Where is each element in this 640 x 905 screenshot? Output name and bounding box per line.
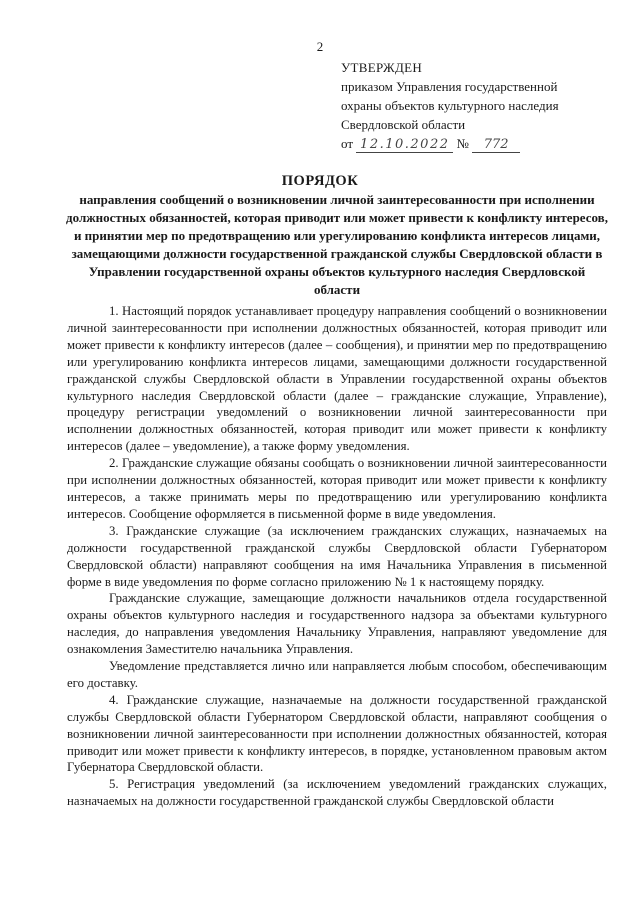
approval-order-line-2: охраны объектов культурного наследия xyxy=(341,98,559,113)
number-label: № xyxy=(456,136,469,151)
paragraph-3-delivery: Уведомление представляется лично или направляется любым способом, обеспечивающим его доставку. xyxy=(67,659,607,690)
document-subtitle: направления сообщений о возникновении личной заинтересованности при исполнении должностных обязанностей, которая приводит или может привести к конфликту интересов, и принятии мер по предотвращению или урегулированию конфликта интересов лицами, замещающими должности государственной гражданской службы Свердловской области в Управлении государственной охраны объектов культурного наследия Свердловской области xyxy=(66,192,608,297)
approval-order-line-1: приказом Управления государственной xyxy=(341,79,558,94)
date-prefix: от xyxy=(341,136,354,151)
paragraph-5: 5. Регистрация уведомлений (за исключением уведомлений гражданских служащих, назначаемых на должности государственной гражданской службы Свердловской области xyxy=(67,777,607,809)
page-number: 2 xyxy=(316,39,324,54)
paragraph-3-continued: Гражданские служащие, замещающие должности начальников отдела государственной охраны объектов культурного наследия и государственного надзора за объектами культурного наследия, до направления уведомления Начальнику Управления, направляют уведомление для ознакомления Заместителю начальника Управления. xyxy=(67,591,607,657)
approval-stamp-block xyxy=(341,58,611,153)
approved-label: УТВЕРЖДЕН xyxy=(341,60,423,75)
document-title: ПОРЯДОК xyxy=(281,173,359,189)
order-date-number-line xyxy=(341,134,611,153)
paragraph-3: 3. Гражданские служащие (за исключением гражданских служащих, назначаемых на должности государственной гражданской службы Свердловской области Губернатором Свердловской области) направляют сообщения на имя Начальника Управления в письменной форме в виде уведомления по форме согласно приложению № 1 к настоящему порядку. xyxy=(67,523,607,589)
approval-order-line-3: Свердловской области xyxy=(341,117,466,132)
document-body xyxy=(67,303,607,810)
paragraph-4: 4. Гражданские служащие, назначаемые на должности государственной гражданской службы Свердловской области Губернатором Свердловской области, направляют сообщения о возникновении личной заинтересованности при исполнении должностных обязанностей, которая приводит или может привести к конфликту интересов, в порядке, установленном правовым актом Губернатора Свердловской области. xyxy=(67,692,607,775)
handwritten-order-number: 772 xyxy=(472,137,520,153)
paragraph-2: 2. Гражданские служащие обязаны сообщать о возникновении личной заинтересованности при исполнении должностных обязанностей, которая приводит или может привести к конфликту интересов, а также принимать меры по предотвращению или урегулированию конфликта интересов. Сообщение оформляется в письменной форме в виде уведомления. xyxy=(67,456,607,521)
paragraph-1: 1. Настоящий порядок устанавливает процедуру направления сообщений о возникновении личной заинтересованности при исполнении должностных обязанностей, которая приводит или может привести к конфликту интересов (далее – сообщения), и принятии мер по предотвращению или урегулированию конфликта интересов лицами, замещающими должности государственной гражданской службы Свердловской области в Управлении государственной охраны объектов культурного наследия Свердловской области (далее – гражданские служащие, Управление), процедуру регистрации уведомлений о возникновении личной заинтересованности при исполнении должностных обязанностей, которая приводит или может привести к конфликту интересов (далее – уведомление), а также форму уведомления. xyxy=(67,304,607,454)
handwritten-date: 12.10.2022 xyxy=(356,137,453,153)
